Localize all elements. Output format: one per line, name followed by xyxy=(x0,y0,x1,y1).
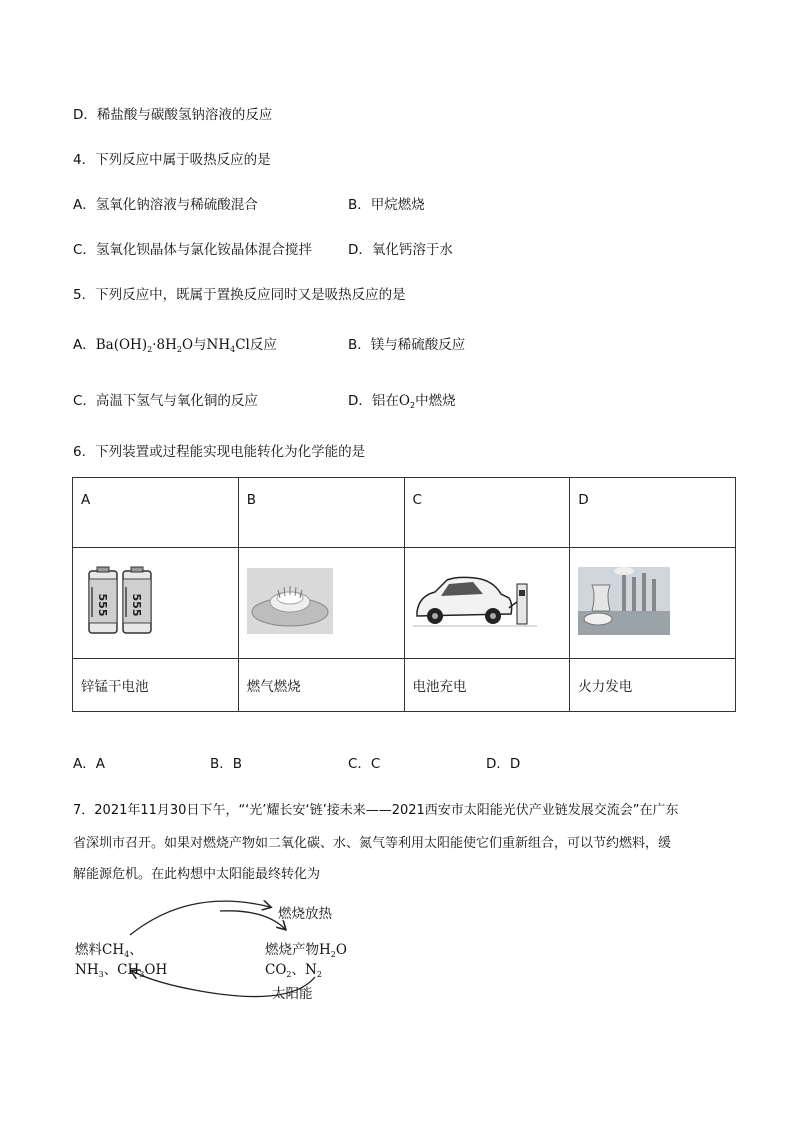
release-heat-label: 燃烧放热 xyxy=(278,906,332,922)
prod-l2-sub: 2 xyxy=(286,970,292,979)
q5-d-suffix: 中燃烧 xyxy=(415,393,456,409)
fuel-l1-b: 、 xyxy=(129,942,143,958)
fuel-l1-sub: 4 xyxy=(124,950,130,959)
fuel-label-line-1 xyxy=(75,938,143,959)
q6-image-cell-a xyxy=(73,548,239,659)
prod-l1-sub: 2 xyxy=(330,950,336,959)
battery-image xyxy=(81,565,161,637)
q6-name-d: 火力发电 xyxy=(570,659,736,712)
q6-header-row xyxy=(73,478,736,548)
q5-d-prefix: D．铝在 xyxy=(348,393,399,409)
q5-a-prefix: A． xyxy=(73,337,96,353)
gas-burner-image xyxy=(247,568,333,634)
prod-l2-a: CO xyxy=(265,962,287,978)
prod-l1-b: O xyxy=(335,942,347,958)
solar-energy-label: 太阳能 xyxy=(272,986,313,1002)
q5-option-a xyxy=(73,333,277,354)
q5-d-sub: 2 xyxy=(409,401,416,410)
q4-option-a: A．氢氧化钠溶液与稀硫酸混合 xyxy=(73,197,258,213)
q4-option-d: D．氧化钙溶于水 xyxy=(348,242,453,258)
q5-option-b: B．镁与稀硫酸反应 xyxy=(348,337,466,353)
q5-a-formula xyxy=(96,337,277,353)
fuel-l2-c: OH xyxy=(144,962,168,978)
fuel-l2-sub2: 3 xyxy=(139,970,145,979)
fuel-l2-a: NH xyxy=(75,962,99,978)
q3-option-d: D．稀盐酸与碳酸氢钠溶液的反应 xyxy=(73,107,273,123)
q4-option-b: B．甲烷燃烧 xyxy=(348,197,425,213)
q5-a-f4: Cl反应 xyxy=(235,337,277,353)
fuel-l2-b: 、CH xyxy=(103,962,140,978)
q7-line-2: 省深圳市召开。如果对燃烧产物如二氧化碳、水、氮气等利用太阳能使它们重新组合，可以节约燃料，缓 xyxy=(73,836,672,851)
products-label-line-2 xyxy=(265,958,322,979)
q7-line-3: 解能源危机。在此构想中太阳能最终转化为 xyxy=(73,867,321,882)
q6-table xyxy=(72,477,736,712)
q6-header-b: B xyxy=(238,478,404,548)
q5-d-o: O xyxy=(398,393,410,409)
q5-a-f2: ·8H xyxy=(152,337,177,353)
thermal-power-plant-image xyxy=(578,567,670,635)
arrow-to-release xyxy=(130,901,270,935)
q5-option-c: C．高温下氢气与氧化铜的反应 xyxy=(73,393,258,409)
q5-a-s1: 2 xyxy=(147,345,153,354)
arrow-to-products xyxy=(220,911,285,929)
q5-option-d xyxy=(348,389,456,410)
q6-header-c: C xyxy=(404,478,570,548)
energy-cycle-diagram xyxy=(60,895,480,1005)
q6-answer-a: A．A xyxy=(73,756,105,772)
prod-l1-a: 燃烧产物H xyxy=(265,942,331,958)
q6-header-d: D xyxy=(570,478,736,548)
q6-image-row xyxy=(73,548,736,659)
q6-answer-b: B．B xyxy=(210,756,243,772)
q5-a-s3: 4 xyxy=(230,345,236,354)
q6-answer-d: D．D xyxy=(486,756,521,772)
electric-car-image xyxy=(413,566,537,636)
battery-label-1: 555 xyxy=(96,593,109,617)
q7-line-1: 7．2021年11月30日下午，“‘光’耀长安‘链’接未来——2021西安市太阳能光伏产业链发展交流会”在广东 xyxy=(73,803,679,818)
q5-a-s2: 2 xyxy=(176,345,182,354)
prod-l2-b: 、N xyxy=(291,962,317,978)
q6-name-a: 锌锰干电池 xyxy=(73,659,239,712)
prod-l2-sub2: 2 xyxy=(316,970,322,979)
q6-answer-c: C．C xyxy=(348,756,381,772)
q5-a-f3: O与NH xyxy=(181,337,231,353)
q6-header-a: A xyxy=(73,478,239,548)
fuel-label-line-2 xyxy=(75,958,167,979)
q6-image-cell-c xyxy=(404,548,570,659)
products-label-line-1 xyxy=(265,938,347,959)
q6-image-cell-d xyxy=(570,548,736,659)
q6-name-b: 燃气燃烧 xyxy=(238,659,404,712)
q6-stem: 6．下列装置或过程能实现电能转化为化学能的是 xyxy=(73,444,366,460)
q6-name-row xyxy=(73,659,736,712)
q5-a-f1: Ba(OH) xyxy=(95,337,148,353)
fuel-l2-sub: 3 xyxy=(98,970,104,979)
q6-image-cell-b xyxy=(238,548,404,659)
fuel-l1-a: 燃料CH xyxy=(75,942,125,958)
q6-name-c: 电池充电 xyxy=(404,659,570,712)
q5-stem: 5．下列反应中，既属于置换反应同时又是吸热反应的是 xyxy=(73,287,406,303)
q4-stem: 4．下列反应中属于吸热反应的是 xyxy=(73,152,271,168)
battery-label-2: 555 xyxy=(130,593,143,617)
q4-option-c: C．氢氧化钡晶体与氯化铵晶体混合搅拌 xyxy=(73,242,312,258)
